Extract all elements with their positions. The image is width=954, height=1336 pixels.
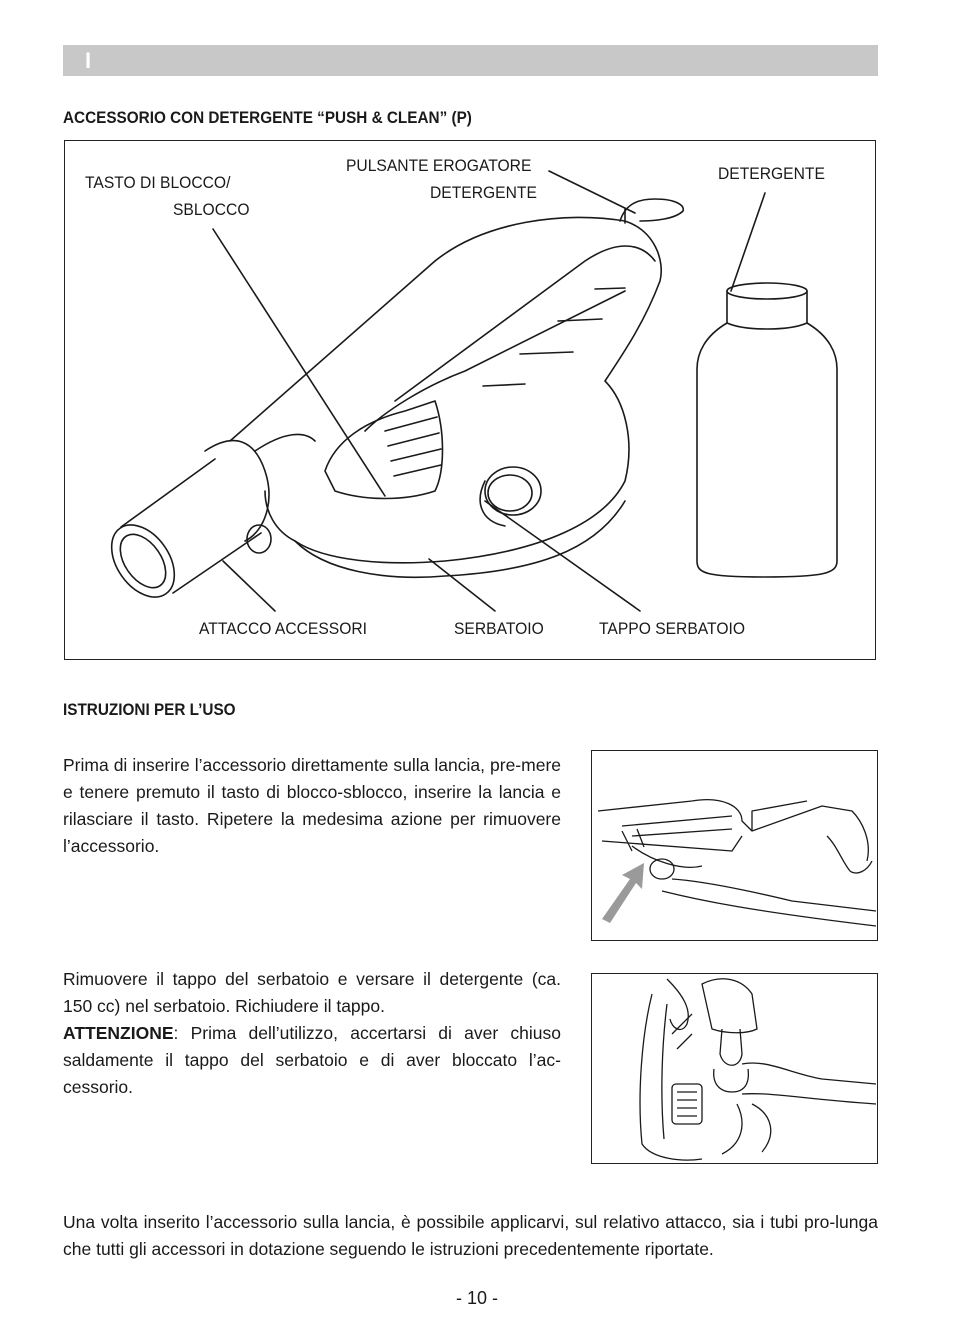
language-marker: I	[85, 48, 92, 73]
language-bar	[63, 45, 878, 76]
label-lock-button-line2: SBLOCCO	[173, 200, 250, 219]
page-number: - 10 -	[455, 1288, 498, 1308]
label-dispenser-line2: DETERGENTE	[430, 183, 537, 202]
instruction-step-1: Prima di inserire l’accessorio direttamente sulla lancia, pre-mere e tenere premuto il tasto di blocco-sblocco, inserire la lancia e rilasciare il tasto. Ripetere la medesima azione per rimuovere l’accessorio.	[63, 755, 561, 856]
insert-accessory-drawing	[592, 751, 876, 939]
label-tank: SERBATOIO	[454, 619, 544, 638]
instruction-step-2	[63, 966, 561, 1101]
label-tank-cap: TAPPO SERBATOIO	[599, 619, 746, 638]
illustration-insert-accessory	[591, 750, 878, 941]
label-detergent: DETERGENTE	[718, 164, 825, 183]
instruction-step-2-text: Rimuovere il tappo del serbatoio e versare il detergente (ca. 150 cc) nel serbatoio. Richiudere il tappo.	[63, 969, 561, 1016]
warning-text: : Prima dell’utilizzo, accertarsi di aver chiuso saldamente il tappo del serbatoio e di aver bloccato l’ac-cessorio.	[63, 1023, 561, 1097]
warning-label: ATTENZIONE	[63, 1023, 174, 1043]
label-lock-button-line1: TASTO DI BLOCCO/	[85, 173, 231, 192]
section-title-instructions: ISTRUZIONI PER L’USO	[63, 700, 236, 719]
fill-tank-drawing	[592, 974, 876, 1162]
accessory-diagram	[64, 140, 876, 660]
final-note: Una volta inserito l’accessorio sulla lancia, è possibile applicarvi, sul relativo attacco, sia i tubi pro-lunga che tutti gli accessori in dotazione seguendo le istruzioni precedentemente riportate.	[63, 1212, 878, 1259]
label-dispenser-line1: PULSANTE EROGATORE	[346, 156, 532, 175]
illustration-fill-tank	[591, 973, 878, 1164]
label-accessory-attachment: ATTACCO ACCESSORI	[199, 619, 368, 638]
section-title-accessory: ACCESSORIO CON DETERGENTE “PUSH & CLEAN” (P)	[63, 108, 472, 127]
